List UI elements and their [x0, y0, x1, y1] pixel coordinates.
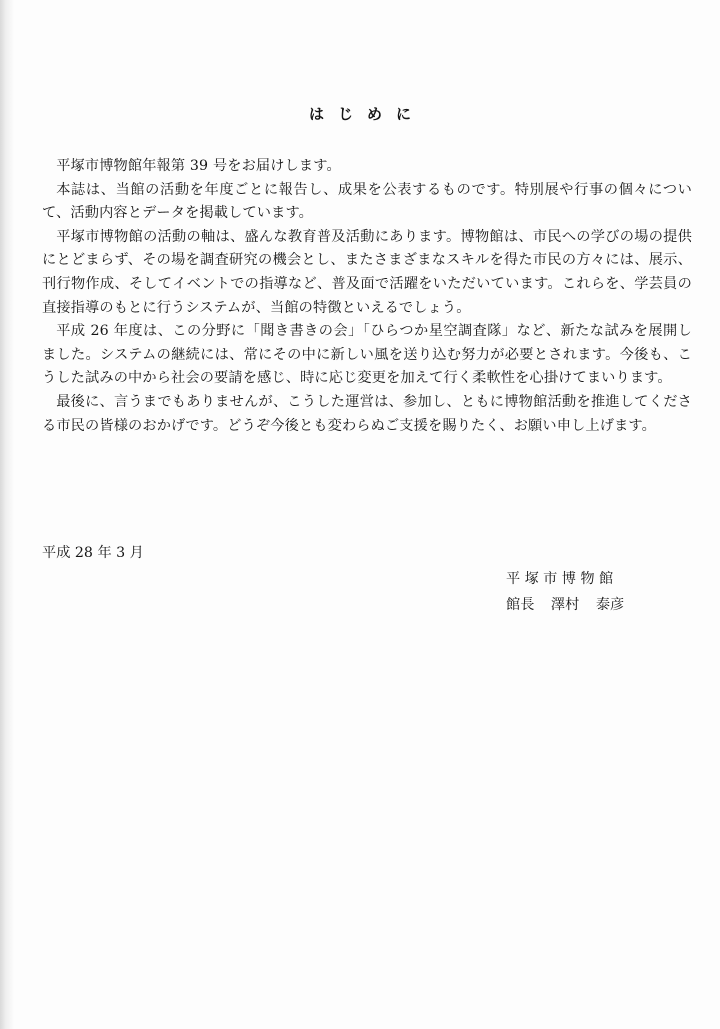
director-surname: 澤村 — [550, 597, 580, 613]
page-title: はじめに — [308, 105, 425, 123]
body-text — [42, 155, 692, 438]
director-signature — [506, 594, 624, 614]
paragraph-5: 最後に、言うまでもありませんが、こうした運営は、参加し、ともに博物館活動を推進してくださる市民の皆様のおかげです。どうぞ今後とも変わらぬご支援を賜りたく、お願い申し上げます。 — [42, 393, 692, 434]
director-given-name: 泰彦 — [595, 597, 625, 613]
paragraph-4: 平成 26 年度は、この分野に「聞き書きの会」「ひらつか星空調査隊」など、新たな試みを展開しました。システムの継続には、常にその中に新しい風を送り込む努力が必要とされます。今後も、こうした試みの中から社会の要請を感じ、時に応じ変更を加えて行く柔軟性を心掛けてまいります。 — [42, 323, 692, 387]
publication-date: 平成 28 年 3 月 — [42, 545, 144, 561]
paragraph-1: 平塚市博物館年報第 39 号をお届けします。 — [56, 158, 341, 174]
director-role: 館長 — [506, 597, 535, 613]
paragraph-2: 本誌は、当館の活動を年度ごとに報告し、成果を公表するものです。特別展や行事の個々について、活動内容とデータを掲載しています。 — [42, 181, 692, 222]
organization-name: 平塚市博物館 — [506, 571, 618, 587]
paragraph-3: 平塚市博物館の活動の軸は、盛んな教育普及活動にあります。博物館は、市民への学びの場の提供にとどまらず、その場を調査研究の機会とし、またさまざまなスキルを得た市民の方々には、展示、刊行物作成、そしてイベントでの指導など、普及面で活躍をいただいています。これらを、学芸員の直接指導のもとに行うシステムが、当館の特徴といえるでしょう。 — [42, 228, 692, 316]
scan-edge-shadow — [0, 0, 14, 1029]
